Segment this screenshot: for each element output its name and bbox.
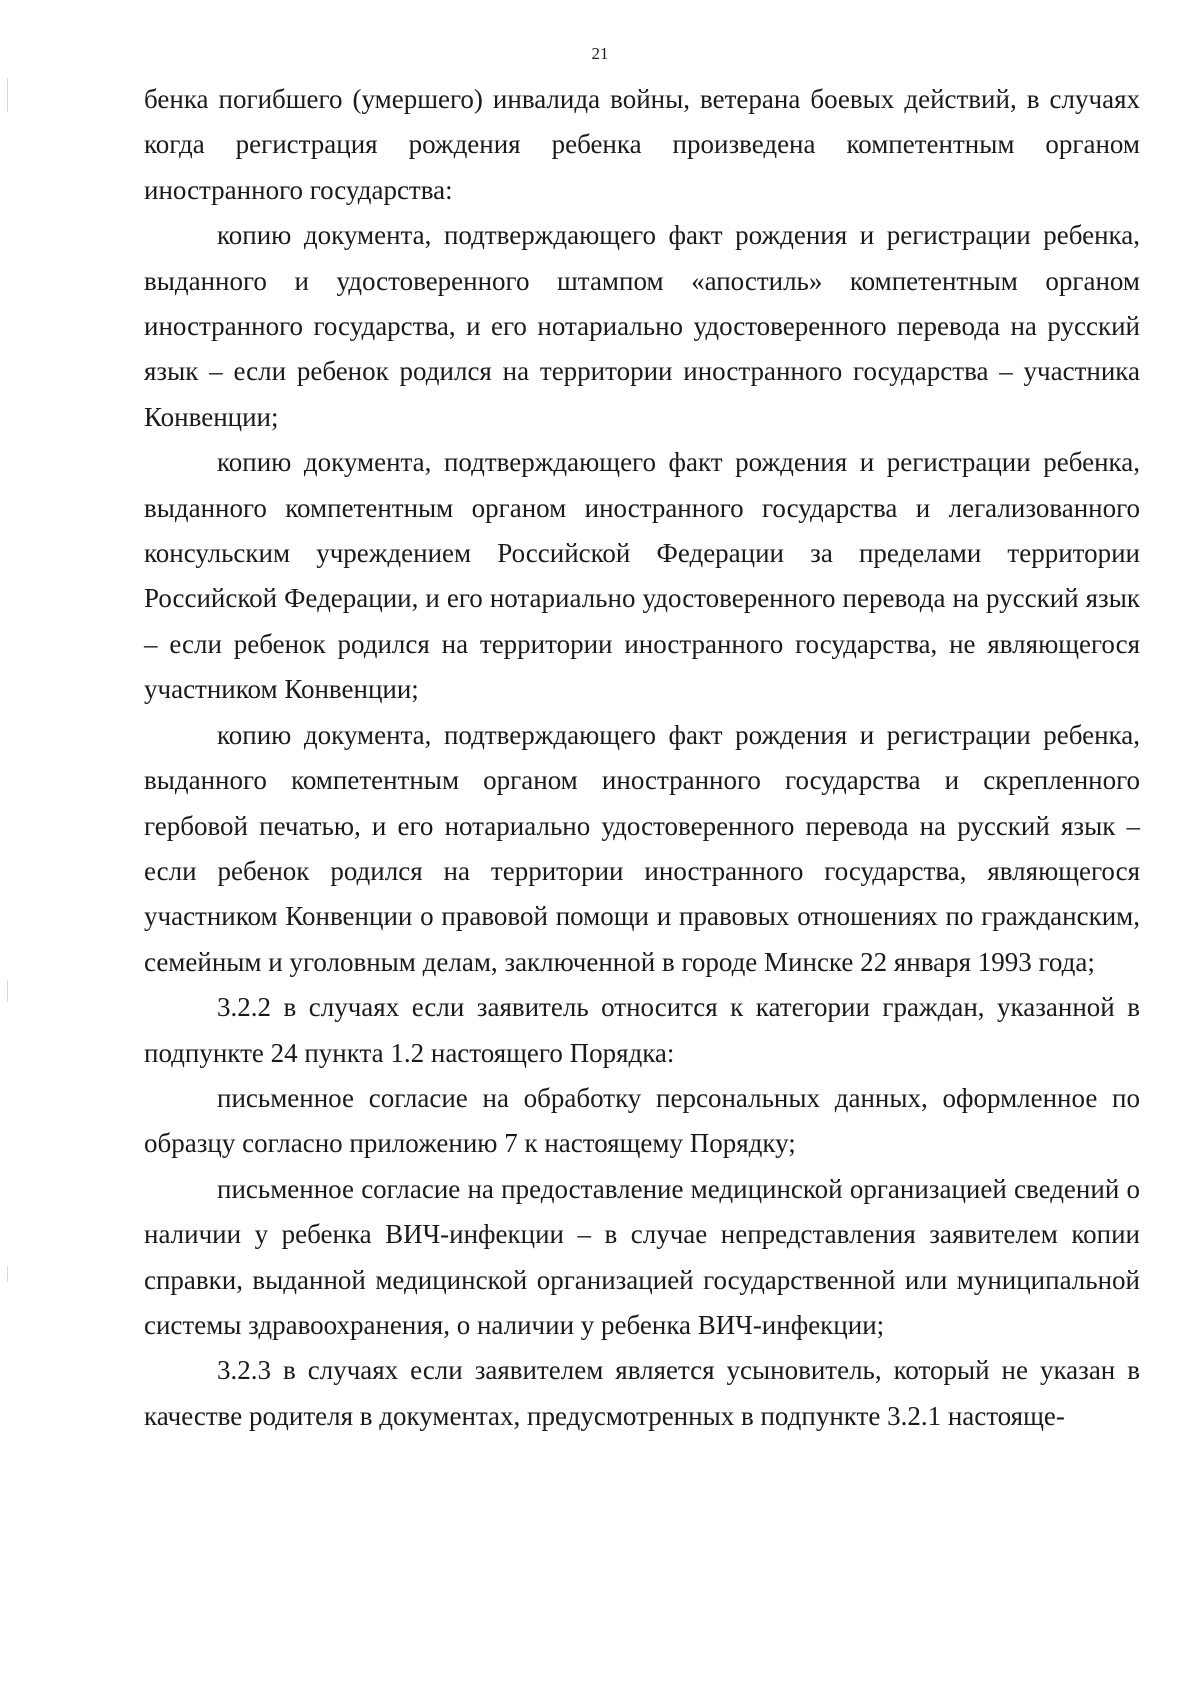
scan-artifact — [7, 980, 8, 1002]
paragraph-medical-info-consent: письменное согласие на предоставление медицинской организацией сведений о наличии у ребенка ВИЧ-инфекции – в случае непредставления заявителем копии справки, выданной медицинской организацией государственной или муниципальной системы здравоохранения, о наличии у ребенка ВИЧ-инфекции; — [144, 1173, 1140, 1340]
scan-artifact — [7, 1266, 8, 1282]
scan-artifact — [7, 78, 8, 112]
document-body — [144, 77, 1140, 1439]
paragraph-continuation: бенка погибшего (умершего) инвалида войны, ветерана боевых действий, в случаях когда регистрация рождения ребенка произведена компетентным органом иностранного государства: — [144, 84, 1140, 205]
page-number: 21 — [591, 44, 609, 63]
paragraph-personal-data-consent: письменное согласие на обработку персональных данных, оформленное по образцу согласно приложению 7 к настоящему Порядку; — [144, 1082, 1140, 1159]
paragraph-stamp-seal-copy: копию документа, подтверждающего факт рождения и регистрации ребенка, выданного компетентным органом иностранного государства и скрепленного гербовой печатью, и его нотариально удостоверенного перевода на русский язык – если ребенок родился на территории иностранного государства, являющегося участником Конвенции о правовой помощи и правовых отношениях по гражданским, семейным и уголовным делам, заключенной в городе Минске 22 января 1993 года; — [144, 719, 1140, 977]
paragraph-apostille-copy: копию документа, подтверждающего факт рождения и регистрации ребенка, выданного и удостоверенного штампом «апостиль» компетентным органом иностранного государства, и его нотариально удостоверенного перевода на русский язык – если ребенок родился на территории иностранного государства – участника Конвенции; — [144, 220, 1140, 432]
paragraph-3-2-2: 3.2.2 в случаях если заявитель относится к категории граждан, указанной в подпункте 24 пункта 1.2 настоящего Порядка: — [144, 992, 1140, 1068]
paragraph-consular-legalization-copy: копию документа, подтверждающего факт рождения и регистрации ребенка, выданного компетентным органом иностранного государства и легализованного консульским учреждением Российской Федерации за пределами территории Российской Федерации, и его нотариально удостоверенного перевода на русский язык – если ребенок родился на территории иностранного государства, не являющегося участником Конвенции; — [144, 447, 1140, 705]
paragraph-3-2-3: 3.2.3 в случаях если заявителем является усыновитель, который не указан в качестве родителя в документах, предусмотренных в подпункте 3.2.1 настояще- — [144, 1355, 1140, 1431]
